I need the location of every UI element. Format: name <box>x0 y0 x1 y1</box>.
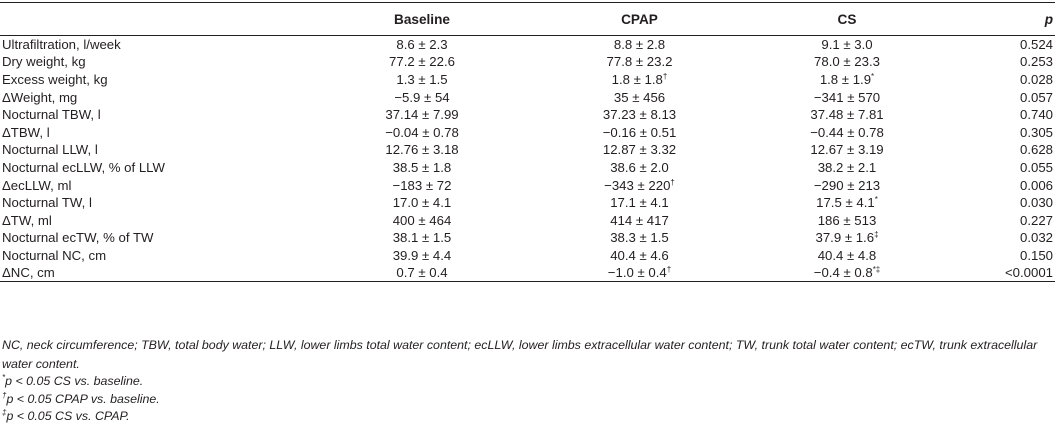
p-value-cell <box>947 53 1055 71</box>
cs-value-cell <box>727 53 947 71</box>
row-label-cell <box>0 194 252 212</box>
footnote-mark: ‡ <box>2 408 7 417</box>
cpap-value: 1.8 ± 1.8 <box>611 71 663 87</box>
table-row <box>0 106 1055 124</box>
cpap-value-cell <box>522 229 727 247</box>
row-label-cell <box>0 36 252 54</box>
p-value-cell <box>947 247 1055 265</box>
baseline-value-cell <box>252 194 522 212</box>
p-value: 0.628 <box>1019 142 1053 158</box>
footnote <box>2 408 1052 425</box>
p-value: 0.006 <box>1019 177 1053 193</box>
cs-value-cell <box>727 264 947 282</box>
cs-value-cell <box>727 141 947 159</box>
row-label-cell <box>0 106 252 124</box>
baseline-value-cell <box>252 211 522 229</box>
row-label-cell <box>0 211 252 229</box>
baseline-value: −0.04 ± 0.78 <box>385 124 459 140</box>
cpap-value: 40.4 ± 4.6 <box>610 247 669 263</box>
cpap-value-cell <box>522 71 727 89</box>
p-value: 0.253 <box>1019 54 1053 70</box>
baseline-value-cell <box>252 123 522 141</box>
p-value-cell <box>947 88 1055 106</box>
cpap-value: 38.3 ± 1.5 <box>610 230 669 246</box>
p-value-cell <box>947 141 1055 159</box>
cs-value: 186 ± 513 <box>817 212 877 228</box>
cs-value: 37.9 ± 1.6 <box>815 230 875 246</box>
table-row <box>0 247 1055 265</box>
cs-value-cell <box>727 106 947 124</box>
row-label: ΔTW, ml <box>2 212 52 228</box>
p-value-cell <box>947 211 1055 229</box>
cs-value-cell <box>727 36 947 54</box>
cpap-value-cell <box>522 123 727 141</box>
baseline-value-cell <box>252 229 522 247</box>
cpap-value: 77.8 ± 23.2 <box>606 54 673 70</box>
p-value: 0.305 <box>1019 124 1053 140</box>
row-label-cell <box>0 247 252 265</box>
table-row <box>0 141 1055 159</box>
baseline-value-cell <box>252 88 522 106</box>
p-value-cell <box>947 36 1055 54</box>
significance-mark: † <box>670 177 675 187</box>
footnote-text: p < 0.05 CS vs. CPAP. <box>6 409 130 423</box>
cs-value-cell <box>727 247 947 265</box>
header-p-value: p <box>1044 11 1053 27</box>
cpap-value-cell <box>522 176 727 194</box>
baseline-value-cell <box>252 106 522 124</box>
table-body <box>0 36 1055 282</box>
p-value-cell <box>947 264 1055 282</box>
table-row <box>0 194 1055 212</box>
cpap-value: 35 ± 456 <box>613 89 666 105</box>
baseline-value-cell <box>252 36 522 54</box>
baseline-value: 39.9 ± 4.4 <box>392 247 452 263</box>
cpap-value-cell <box>522 247 727 265</box>
baseline-value-cell <box>252 159 522 177</box>
row-label: ΔecLLW, ml <box>2 177 72 193</box>
row-label-cell <box>0 229 252 247</box>
p-value: 0.740 <box>1019 107 1053 123</box>
baseline-value: 17.0 ± 4.1 <box>392 195 452 211</box>
p-value: 0.150 <box>1019 247 1053 263</box>
p-value: <0.0001 <box>1004 265 1053 281</box>
cs-value: −290 ± 213 <box>813 177 881 193</box>
cpap-value: 17.1 ± 4.1 <box>610 195 669 211</box>
significance-mark: *‡ <box>872 265 881 275</box>
p-value-cell <box>947 229 1055 247</box>
footnote <box>2 391 1052 408</box>
table-row <box>0 211 1055 229</box>
cpap-value: 12.87 ± 3.32 <box>602 142 677 158</box>
baseline-value: 12.76 ± 3.18 <box>385 142 459 158</box>
row-label-cell <box>0 71 252 89</box>
table-row <box>0 88 1055 106</box>
baseline-value: 77.2 ± 22.6 <box>389 54 455 70</box>
cs-value-cell <box>727 211 947 229</box>
table-notes <box>2 336 1052 425</box>
footnote-text: p < 0.05 CS vs. baseline. <box>5 374 144 389</box>
baseline-value: −5.9 ± 54 <box>394 89 450 105</box>
cs-value: 38.2 ± 2.1 <box>817 159 877 175</box>
footnote-mark: * <box>2 373 6 383</box>
cs-value: 37.48 ± 7.81 <box>810 107 884 123</box>
significance-mark: ‡ <box>874 230 879 240</box>
row-label: Excess weight, kg <box>2 71 108 87</box>
baseline-value-cell <box>252 141 522 159</box>
baseline-value-cell <box>252 53 522 71</box>
row-label-cell <box>0 123 252 141</box>
cpap-value-cell <box>522 264 727 282</box>
cs-value: 40.4 ± 4.8 <box>817 247 877 263</box>
footnote <box>2 373 1052 390</box>
cpap-value-cell <box>522 106 727 124</box>
p-value-cell <box>947 159 1055 177</box>
cs-value: 12.67 ± 3.19 <box>810 142 884 158</box>
significance-mark: * <box>874 195 878 205</box>
cpap-value: 37.23 ± 8.13 <box>602 107 677 123</box>
baseline-value-cell <box>252 247 522 265</box>
baseline-value: 38.5 ± 1.8 <box>392 159 452 175</box>
baseline-value: 38.1 ± 1.5 <box>392 230 452 246</box>
table-header-row <box>0 3 1055 36</box>
footnote-list <box>2 373 1052 425</box>
baseline-value: 8.6 ± 2.3 <box>396 37 448 53</box>
significance-mark: * <box>871 71 875 81</box>
row-label-cell <box>0 53 252 71</box>
row-label: Ultrafiltration, l/week <box>2 37 121 53</box>
row-label: Nocturnal TW, l <box>2 195 92 211</box>
cs-value-cell <box>727 123 947 141</box>
baseline-value: 0.7 ± 0.4 <box>396 265 448 281</box>
table-row <box>0 176 1055 194</box>
row-label: Nocturnal ecTW, % of TW <box>2 230 154 246</box>
p-value: 0.028 <box>1019 71 1053 87</box>
table-row <box>0 229 1055 247</box>
table-row <box>0 123 1055 141</box>
cs-value: 78.0 ± 23.3 <box>814 54 880 70</box>
cpap-value-cell <box>522 36 727 54</box>
row-label: Nocturnal NC, cm <box>2 247 107 263</box>
header-cs: CS <box>837 11 857 27</box>
baseline-value: 37.14 ± 7.99 <box>385 107 459 123</box>
row-label-cell <box>0 88 252 106</box>
p-value-cell <box>947 71 1055 89</box>
cs-value-cell <box>727 88 947 106</box>
row-label: ΔNC, cm <box>2 265 55 281</box>
baseline-value-cell <box>252 176 522 194</box>
baseline-value-cell <box>252 264 522 282</box>
cpap-value: −343 ± 220 <box>604 177 671 193</box>
cpap-value-cell <box>522 53 727 71</box>
p-value: 0.030 <box>1019 195 1053 211</box>
table-row <box>0 71 1055 89</box>
cs-value-cell <box>727 176 947 194</box>
row-label-cell <box>0 159 252 177</box>
cpap-value-cell <box>522 88 727 106</box>
table-row <box>0 36 1055 54</box>
cs-value: 17.5 ± 4.1 <box>816 195 875 211</box>
footnote-text: p < 0.05 CPAP vs. baseline. <box>6 391 160 406</box>
cpap-value-cell <box>522 141 727 159</box>
cs-value: −0.44 ± 0.78 <box>810 124 884 140</box>
abbreviations-note: NC, neck circumference; TBW, total body water; LLW, lower limbs total water content; ecLLW, lower limbs extracellular water content; TW, trunk total water content; ecTW, trunk extracellular water content. <box>2 338 1038 371</box>
p-value: 0.524 <box>1019 37 1053 53</box>
p-value: 0.055 <box>1019 159 1053 175</box>
p-value-cell <box>947 194 1055 212</box>
significance-mark: † <box>662 71 668 81</box>
p-value-cell <box>947 123 1055 141</box>
cs-value: −0.4 ± 0.8 <box>813 265 873 281</box>
cpap-value: −0.16 ± 0.51 <box>602 124 677 140</box>
cs-value: −341 ± 570 <box>813 89 881 105</box>
cpap-value-cell <box>522 211 727 229</box>
cs-value: 9.1 ± 3.0 <box>821 37 873 53</box>
row-label-cell <box>0 141 252 159</box>
footnote-mark: † <box>2 390 7 400</box>
table-row <box>0 264 1055 282</box>
cpap-value: 8.8 ± 2.8 <box>613 37 666 53</box>
header-cpap: CPAP <box>621 11 658 27</box>
row-label: Nocturnal ecLLW, % of LLW <box>2 159 165 175</box>
table-row <box>0 159 1055 177</box>
cpap-value: −1.0 ± 0.4 <box>607 265 667 281</box>
p-value-cell <box>947 106 1055 124</box>
header-baseline: Baseline <box>394 11 450 27</box>
cs-value: 1.8 ± 1.9 <box>819 71 872 87</box>
cpap-value: 414 ± 417 <box>610 212 669 228</box>
cs-value-cell <box>727 229 947 247</box>
row-label: Dry weight, kg <box>2 54 86 70</box>
cs-value-cell <box>727 194 947 212</box>
table-row <box>0 53 1055 71</box>
baseline-value: 1.3 ± 1.5 <box>396 71 448 87</box>
row-label: ΔTBW, l <box>2 124 50 140</box>
cpap-value: 38.6 ± 2.0 <box>610 159 669 175</box>
row-label: Nocturnal LLW, l <box>2 142 98 158</box>
row-label: ΔWeight, mg <box>2 89 78 105</box>
p-value: 0.032 <box>1019 230 1053 246</box>
baseline-value: −183 ± 72 <box>392 177 452 193</box>
baseline-value: 400 ± 464 <box>392 212 452 228</box>
baseline-value-cell <box>252 71 522 89</box>
cpap-value-cell <box>522 159 727 177</box>
row-label: Nocturnal TBW, l <box>2 107 101 123</box>
significance-mark: † <box>666 265 672 275</box>
cs-value-cell <box>727 159 947 177</box>
row-label-cell <box>0 176 252 194</box>
p-value: 0.057 <box>1019 89 1053 105</box>
cpap-value-cell <box>522 194 727 212</box>
p-value-cell <box>947 176 1055 194</box>
header-variable <box>0 3 252 36</box>
p-value: 0.227 <box>1019 212 1053 228</box>
row-label-cell <box>0 264 252 282</box>
results-table <box>0 2 1055 282</box>
cs-value-cell <box>727 71 947 89</box>
